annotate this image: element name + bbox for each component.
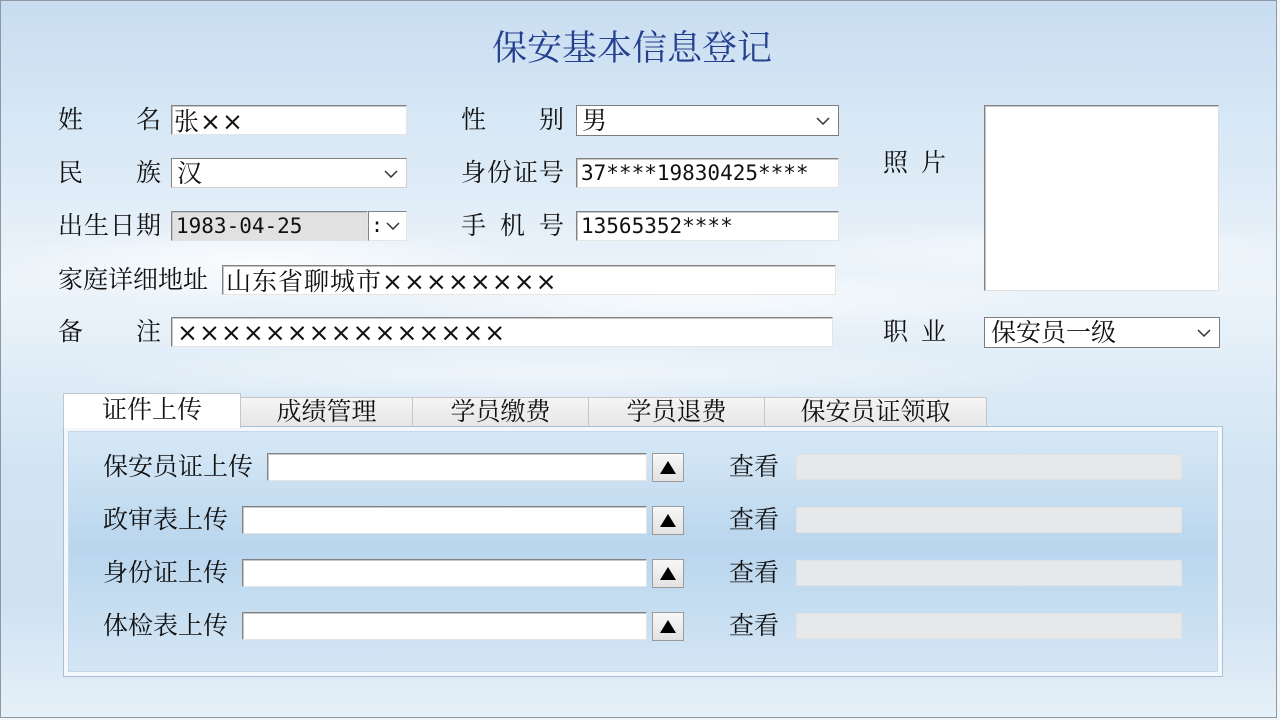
upload-label-license: 保安员证上传 [103,452,254,481]
upload-button-id-card[interactable] [652,559,684,588]
upload-file-input-id-card[interactable] [242,559,647,587]
id-number-input[interactable] [576,158,839,188]
tab-certificate-upload[interactable]: 证件上传 [63,393,241,428]
file-path-display-license [796,454,1182,480]
tab-student-payment[interactable]: 学员缴费 [413,397,589,427]
ethnicity-label: 民 族 [58,158,161,187]
occupation-value[interactable]: 保安员一级 [991,318,1117,347]
tab-license-collection[interactable]: 保安员证领取 [765,397,987,427]
up-triangle-icon [659,619,677,634]
tab-panel-certificate-upload [63,426,1223,677]
upload-button-political-review[interactable] [652,506,684,535]
id-number-label: 身份证号 [461,158,564,187]
file-path-display-medical-form [796,613,1182,639]
upload-button-license[interactable] [652,453,684,482]
remark-label: 备 注 [58,317,161,346]
phone-label: 手 机 号 [461,211,564,240]
up-triangle-icon [659,460,677,475]
birth-date-input[interactable] [171,211,368,241]
occupation-select[interactable] [984,317,1220,348]
file-path-display-id-card [796,560,1182,586]
remark-input[interactable] [171,317,833,347]
gender-value[interactable]: 男 [582,106,608,135]
phone-input[interactable] [576,211,839,241]
page-title: 保安基本信息登记 [491,29,772,69]
ethnicity-select[interactable] [171,158,407,188]
upload-file-input-political-review[interactable] [242,506,647,534]
view-link-id-card[interactable]: 查看 [729,558,780,587]
gender-select[interactable] [576,105,839,136]
view-link-medical-form[interactable]: 查看 [729,611,780,640]
occupation-label: 职 业 [883,317,946,346]
chevron-down-icon[interactable] [816,117,830,125]
birth-date-picker-button[interactable] [368,211,407,241]
upload-label-medical-form: 体检表上传 [103,611,229,640]
file-path-display-political-review [796,507,1182,533]
name-label: 姓 名 [58,105,161,134]
view-link-political-review[interactable]: 查看 [729,505,780,534]
address-input[interactable] [222,265,836,295]
chevron-down-icon[interactable] [386,222,400,230]
chevron-down-icon[interactable] [1197,329,1211,337]
view-link-license[interactable]: 查看 [729,452,780,481]
chevron-down-icon[interactable] [384,170,398,178]
gender-label: 性 别 [461,105,564,134]
up-triangle-icon [659,513,677,528]
address-label: 家庭详细地址 [58,265,209,294]
upload-button-medical-form[interactable] [652,612,684,641]
upload-label-political-review: 政审表上传 [103,505,229,534]
birth-date-label: 出生日期 [58,211,161,240]
tab-student-refund[interactable]: 学员退费 [589,397,765,427]
upload-label-id-card: 身份证上传 [103,558,229,587]
name-input[interactable] [171,105,407,135]
photo-box[interactable] [984,105,1219,291]
upload-file-input-license[interactable] [267,453,647,481]
tab-score-management[interactable]: 成绩管理 [241,397,413,427]
ethnicity-value[interactable]: 汉 [177,159,203,188]
photo-label: 照 片 [883,148,946,177]
date-separator: : [371,213,384,237]
upload-file-input-medical-form[interactable] [242,612,647,640]
up-triangle-icon [659,566,677,581]
